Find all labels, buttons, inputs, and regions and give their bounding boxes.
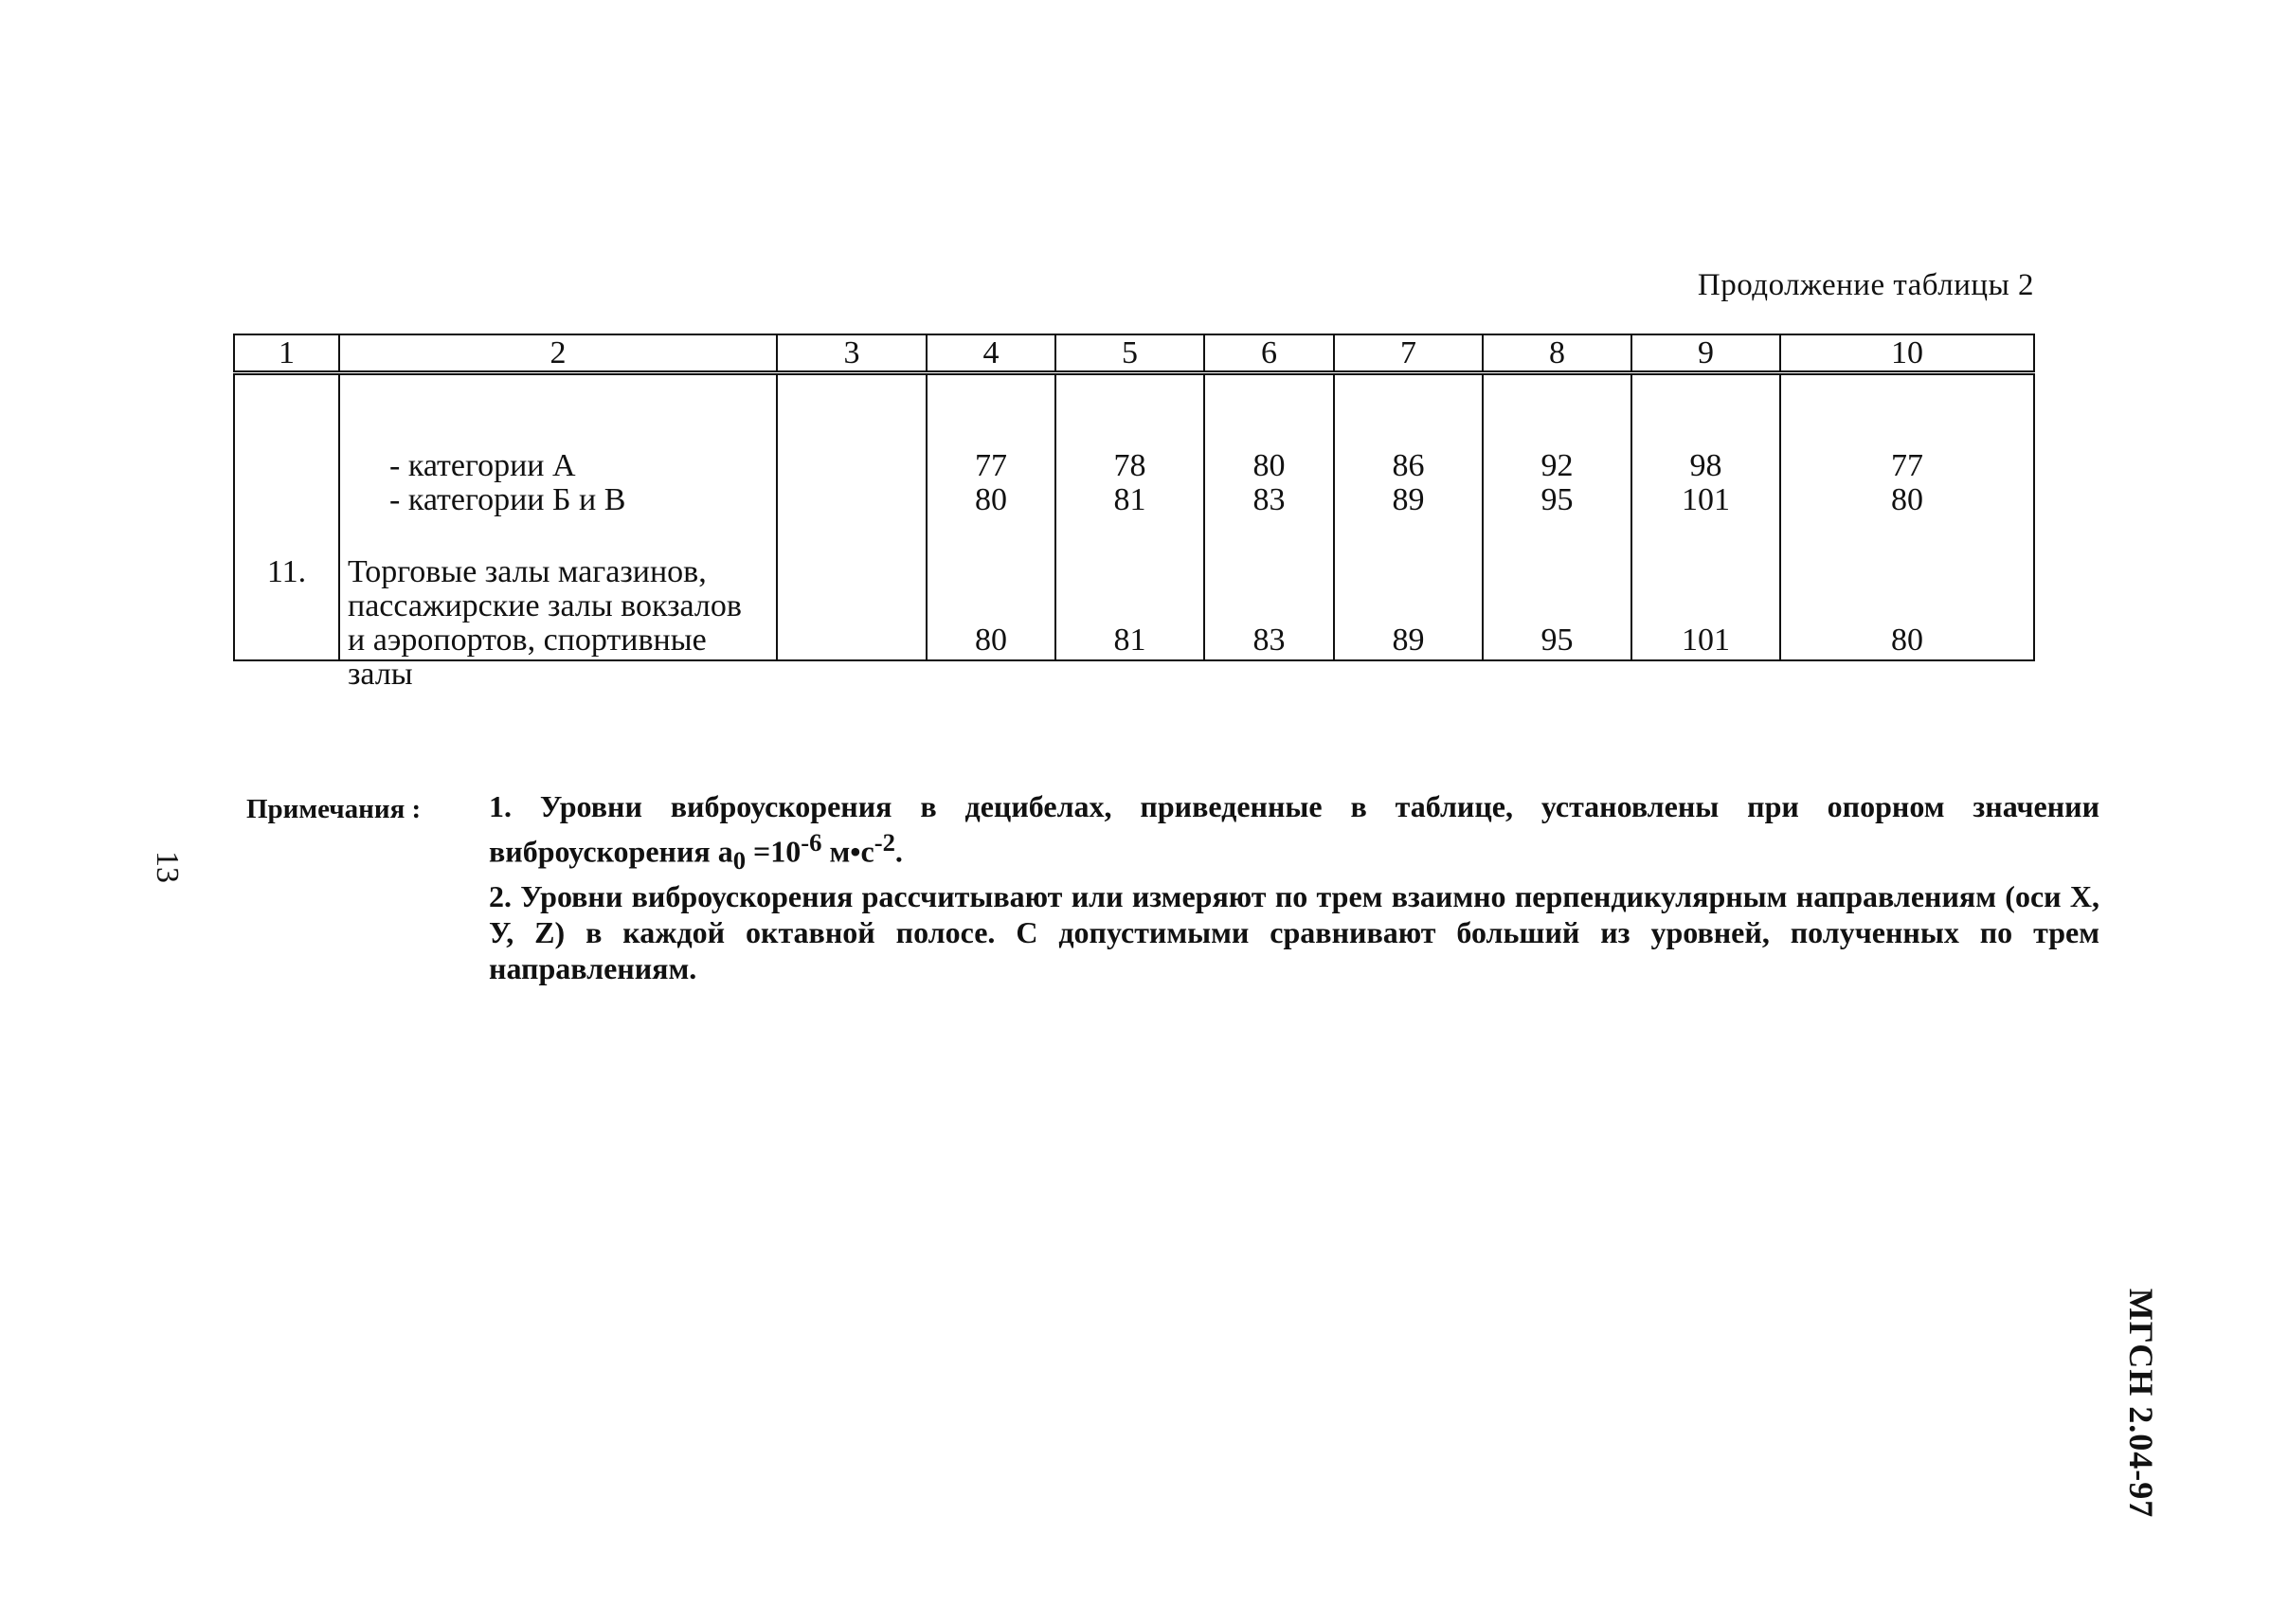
value-cat-bv: 81 [1113,482,1146,517]
value-cell [1631,373,1780,661]
row-number: 11. [266,554,307,589]
notes [489,788,2099,986]
value-cat-bv: 80 [975,482,1007,517]
header-cell: 4 [927,334,1055,373]
room-name-cell [339,373,777,692]
table-caption: Продолжение таблицы 2 [1697,268,2034,302]
note-1-text: . [894,834,903,869]
value-cell [1334,373,1483,661]
header-cell: 5 [1055,334,1204,373]
value-row11: 80 [1891,623,1923,658]
value-cat-bv: 101 [1682,482,1730,517]
header-cell: 8 [1483,334,1631,373]
empty-cell [777,373,927,661]
value-cat-a: 78 [1113,448,1146,483]
value-cat-a: 98 [1689,448,1722,483]
table-row [234,373,2034,661]
table-header-row [234,334,2034,373]
value-cat-bv: 83 [1252,482,1286,517]
value-cell [1204,373,1334,661]
header-cell: 2 [339,334,777,373]
header-cell: 3 [777,334,927,373]
header-cell: 10 [1780,334,2034,373]
value-cat-bv: 89 [1392,482,1425,517]
document-id: МГСН 2.04-97 [2122,1288,2160,1519]
note-1-text: м•с [821,834,874,869]
note-1-superscript: -2 [874,828,895,857]
value-cat-a: 92 [1540,448,1574,483]
page-number: 13 [150,851,185,883]
category-label: - категории А [389,448,576,483]
value-cat-a: 80 [1252,448,1286,483]
header-cell: 1 [234,334,339,373]
value-cat-bv: 95 [1540,482,1574,517]
notes-label: Примечания : [246,794,422,824]
note-2: 2. Уровни виброускорения рассчитывают или измеряют по трем взаимно перпендикулярным направлениям (оси X, У, Z) в каждой октавной полосе. С допустимыми сравнивают больший из уровней, полученных по трем направлениям. [489,879,2099,986]
value-row11: 80 [975,623,1007,658]
header-cell: 7 [1334,334,1483,373]
room-name-line: залы [348,657,413,692]
header-cell: 9 [1631,334,1780,373]
value-cell [1780,373,2034,661]
value-cat-a: 86 [1392,448,1425,483]
room-name-line: и аэропортов, спортивные [348,623,707,658]
value-row11: 81 [1113,623,1146,658]
norms-table [233,334,2035,692]
value-cell [1483,373,1631,661]
header-cell: 6 [1204,334,1334,373]
value-row11: 89 [1392,623,1425,658]
note-1-superscript: -6 [801,828,822,857]
note-1-subscript: 0 [732,846,747,875]
value-cat-a: 77 [1891,448,1923,483]
value-cat-bv: 80 [1891,482,1923,517]
note-1-text: =10 [746,834,802,869]
note-1-text: 1. Уровни виброускорения в децибелах, приведенные в таблице, установлены при опорном значении виброускорения a [489,789,2099,869]
value-cell [1055,373,1204,661]
category-label: - категории Б и В [389,482,626,517]
note-1 [489,788,2099,878]
value-row11: 83 [1252,623,1286,658]
value-row11: 95 [1540,623,1574,658]
value-row11: 101 [1682,623,1730,658]
room-name-line: Торговые залы магазинов, [348,554,707,589]
row-number-cell [234,373,339,661]
room-name [348,555,772,692]
value-cell [927,373,1055,661]
room-name-line: пассажирские залы вокзалов [348,588,742,623]
value-cat-a: 77 [975,448,1007,483]
